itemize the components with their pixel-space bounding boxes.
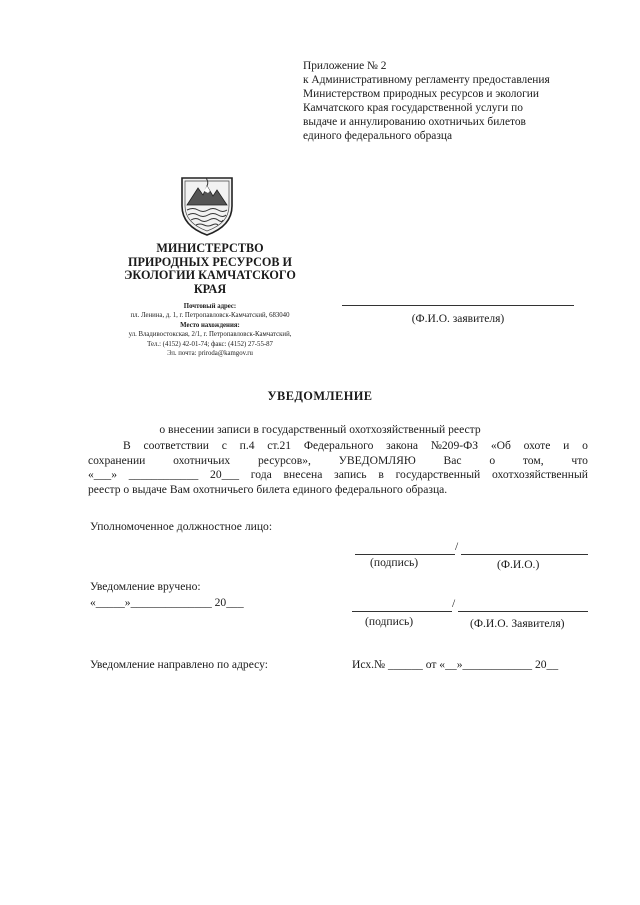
- body-word: Федерального: [303, 439, 374, 452]
- body-word: В: [123, 439, 131, 452]
- email: Эл. почта: priroda@kamgov.ru: [167, 350, 253, 358]
- body-word: п.4: [239, 439, 255, 452]
- body-word: в: [378, 468, 384, 481]
- body-word: что: [571, 453, 588, 467]
- ministry-name-line: ПРИРОДНЫХ РЕСУРСОВ И: [127, 254, 293, 269]
- body-word: и: [563, 439, 570, 452]
- official-name-line: [461, 554, 588, 555]
- body-word: ____________: [128, 468, 199, 481]
- appendix-line: Камчатского края государственной услуги по: [303, 102, 523, 114]
- body-word: УВЕДОМЛЯЮ: [338, 453, 416, 467]
- location-address: ул. Владивостокская, 2/1, г. Петропавловск-Камчатский,: [128, 331, 292, 339]
- ministry-name-line: ЭКОЛОГИИ КАМЧАТСКОГО: [124, 268, 296, 282]
- body-word: сохранении: [88, 453, 146, 467]
- body-word: о: [582, 439, 588, 452]
- body-line-2: [88, 454, 588, 469]
- delivered-name-line: [458, 611, 588, 612]
- body-word: ст.21: [267, 439, 292, 452]
- ministry-name-line: МИНИСТЕРСТВО: [156, 241, 264, 255]
- appendix-line: к Административному регламенту предоставления: [303, 74, 550, 86]
- official-signature-caption: (подпись): [370, 556, 419, 569]
- postal-heading: Почтовый адрес:: [183, 303, 237, 310]
- body-word: «___»: [88, 468, 117, 481]
- ministry-name-line: КРАЯ: [193, 281, 227, 296]
- body-line-4: реестр о выдаче Вам охотничьего билета единого федерального образца.: [88, 482, 448, 496]
- body-line-1: [88, 439, 588, 454]
- ministry-contacts: [80, 302, 340, 358]
- official-label: Уполномоченное должностное лицо:: [90, 520, 273, 533]
- body-word: соответствии: [143, 439, 209, 452]
- delivered-name-caption: (Ф.И.О. Заявителя): [470, 617, 565, 630]
- applicant-name-line: [342, 305, 574, 306]
- body-word: охоте: [523, 439, 551, 452]
- appendix-line: единого федерального образца: [303, 130, 453, 142]
- notice-title: УВЕДОМЛЕНИЕ: [267, 389, 373, 403]
- delivered-signature-caption: (подпись): [365, 615, 414, 628]
- body-word: охотничьих: [173, 453, 231, 467]
- body-word: №209-ФЗ: [430, 439, 479, 452]
- official-name-caption: (Ф.И.О.): [497, 558, 540, 571]
- body-word: 20___: [210, 468, 240, 481]
- outgoing-number: Исх.№ ______ от «__»____________ 20__: [352, 658, 559, 671]
- appendix-line: Приложение № 2: [303, 60, 387, 72]
- ministry-name: [95, 242, 325, 296]
- delivered-label: Уведомление вручено:: [90, 580, 201, 593]
- body-word: запись: [334, 468, 367, 481]
- notice-subtitle: о внесении записи в государственный охотхозяйственный реестр: [159, 423, 481, 436]
- delivered-slash: /: [452, 597, 456, 610]
- appendix-note: [303, 59, 603, 143]
- appendix-line: Министерством природных ресурсов и экологии: [303, 88, 539, 100]
- delivered-date: «_____»______________ 20___: [90, 596, 244, 609]
- body-word: том,: [522, 453, 544, 467]
- official-slash: /: [455, 540, 459, 553]
- kamchatka-emblem-icon: [178, 172, 236, 238]
- body-word: ресурсов»,: [257, 453, 311, 467]
- body-word: «Об: [490, 439, 511, 452]
- body-word: закона: [386, 439, 419, 452]
- notice-body: [88, 439, 588, 497]
- body-word: с: [221, 439, 227, 452]
- body-line-3: [88, 468, 588, 483]
- delivered-signature-line: [352, 611, 452, 612]
- appendix-line: выдаче и аннулированию охотничьих билетов: [303, 116, 526, 128]
- body-word: внесена: [283, 468, 323, 481]
- phone-fax: Тел.: (4152) 42-01-74; факс: (4152) 27-55-87: [147, 340, 273, 348]
- official-signature-line: [355, 554, 455, 555]
- postal-address: пл. Ленина, д. 1, г. Петропавловск-Камчатский, 683040: [130, 312, 290, 320]
- body-word: государственный: [395, 468, 481, 481]
- body-word: Вас: [443, 453, 462, 467]
- applicant-caption: (Ф.И.О. заявителя): [411, 313, 505, 325]
- location-heading: Место нахождения:: [180, 321, 240, 329]
- body-word: охотхозяйственный: [491, 468, 588, 481]
- body-word: года: [250, 468, 272, 481]
- mailed-label: Уведомление направлено по адресу:: [90, 658, 269, 671]
- body-word: о: [489, 453, 496, 467]
